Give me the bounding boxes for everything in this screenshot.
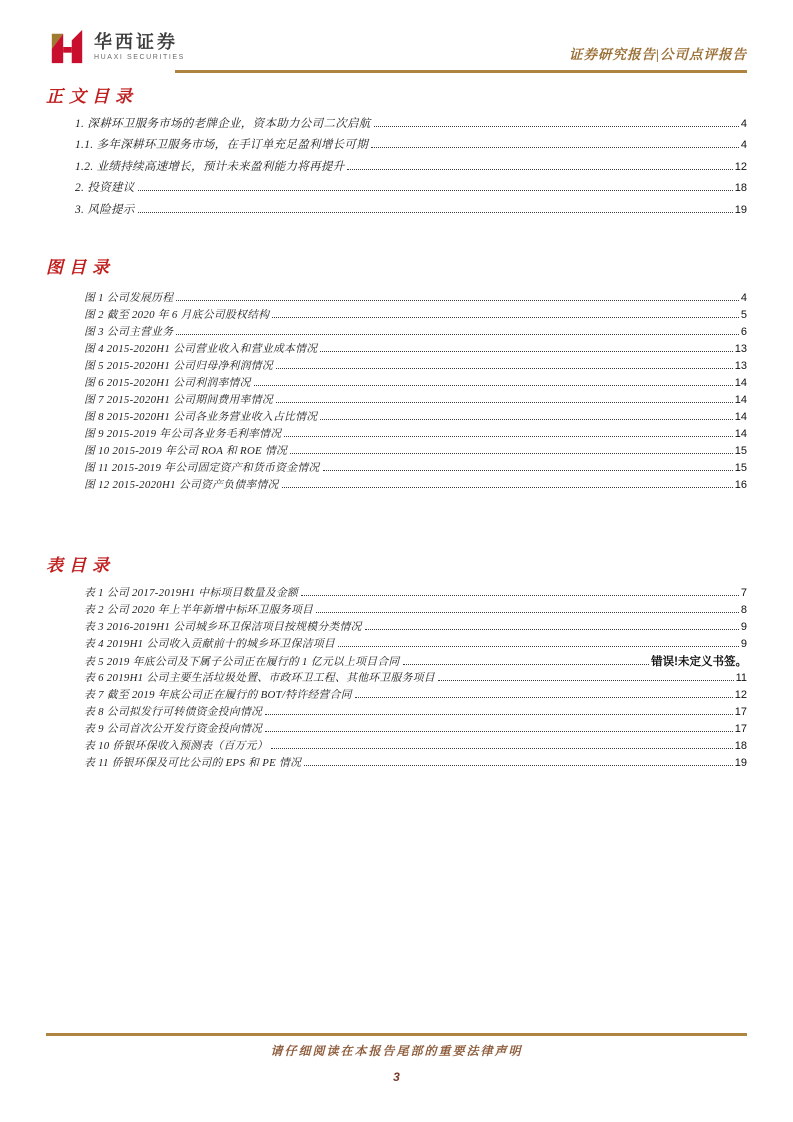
dot-leader xyxy=(176,300,739,301)
toc-entry-label: 表 7 截至 2019 年底公司正在履行的 BOT/特许经营合同 xyxy=(84,689,352,701)
toc-entry[interactable] xyxy=(84,585,747,602)
dot-leader xyxy=(290,453,733,454)
toc-entry-label: 3. 风险提示 xyxy=(75,203,135,216)
toc-entry[interactable] xyxy=(84,602,747,619)
legal-disclaimer: 请仔细阅读在本报告尾部的重要法律声明 xyxy=(270,1043,523,1058)
toc-entry[interactable] xyxy=(84,409,747,426)
toc-entry[interactable] xyxy=(84,670,747,687)
toc-entry-label: 2. 投资建议 xyxy=(75,182,135,194)
dot-leader xyxy=(284,436,732,437)
toc-entry-label: 图 11 2015-2019 年公司固定资产和货币资金情况 xyxy=(84,462,320,474)
brand-name-cn: 华西证券 xyxy=(94,32,178,52)
dot-leader xyxy=(276,368,733,369)
huaxi-logo-icon xyxy=(48,28,86,66)
toc-entry[interactable] xyxy=(75,136,747,158)
page-header xyxy=(46,28,747,70)
page-number: 7 xyxy=(740,587,747,599)
toc-entry-label: 表 8 公司拟发行可转债资金投向情况 xyxy=(84,706,263,718)
toc-entry-label: 图 9 2015-2019 年公司各业务毛利率情况 xyxy=(84,428,282,440)
toc-entry-label: 表 6 2019H1 公司主要生活垃圾处置、市政环卫工程、其他环卫服务项目 xyxy=(84,672,435,684)
page-number: 14 xyxy=(734,411,747,423)
page-number: 错误!未定义书签。 xyxy=(651,656,747,668)
toc-entry-label: 图 8 2015-2020H1 公司各业务营业收入占比情况 xyxy=(84,411,318,423)
toc-entry-label: 图 3 公司主营业务 xyxy=(84,326,174,338)
page-number: 14 xyxy=(734,377,747,389)
header-rule xyxy=(175,70,747,73)
toc-entry[interactable] xyxy=(84,426,747,443)
page-number: 5 xyxy=(740,309,747,321)
page-number: 12 xyxy=(734,689,747,701)
dot-leader xyxy=(304,765,733,766)
page-number: 4 xyxy=(740,292,747,304)
toc-entry-label: 图 10 2015-2019 年公司 ROA 和 ROE 情况 xyxy=(84,445,288,457)
page-number: 9 xyxy=(740,638,747,650)
toc-entry[interactable] xyxy=(75,158,747,180)
dot-leader xyxy=(347,169,732,170)
toc-entry-label: 表 2 公司 2020 年上半年新增中标环卫服务项目 xyxy=(84,604,314,616)
dot-leader xyxy=(282,487,733,488)
dot-leader xyxy=(371,147,739,148)
page-number: 4 xyxy=(740,117,747,130)
toc-entry[interactable] xyxy=(75,115,747,137)
toc-entry[interactable] xyxy=(75,201,747,223)
toc-entry-label: 1.2. 业绩持续高速增长，预计未来盈利能力将再提升 xyxy=(75,160,345,173)
toc-entry[interactable] xyxy=(84,653,747,670)
page-number: 14 xyxy=(734,394,747,406)
page-number: 17 xyxy=(734,723,747,735)
toc-entry-label: 表 3 2016-2019H1 公司城乡环卫保洁项目按规模分类情况 xyxy=(84,621,362,633)
dot-leader xyxy=(365,629,739,630)
brand-block xyxy=(48,28,185,66)
toc-entry-label: 表 1 公司 2017-2019H1 中标项目数量及金额 xyxy=(84,587,299,599)
dot-leader xyxy=(272,317,739,318)
dot-leader xyxy=(271,748,733,749)
dot-leader xyxy=(374,126,739,127)
toc-entry[interactable] xyxy=(84,687,747,704)
toc-entry[interactable] xyxy=(84,619,747,636)
dot-leader xyxy=(355,697,733,698)
dot-leader xyxy=(320,351,732,352)
toc-entry-label: 图 6 2015-2020H1 公司利润率情况 xyxy=(84,377,251,389)
dot-leader xyxy=(301,595,739,596)
page-number: 17 xyxy=(734,706,747,718)
page-number: 15 xyxy=(734,445,747,457)
page-number: 11 xyxy=(735,672,747,684)
dot-leader xyxy=(254,385,733,386)
page-number: 4 xyxy=(740,139,747,151)
section-title-figures-toc: 图目录 xyxy=(46,258,115,277)
tables-toc-list xyxy=(46,585,747,772)
page-number: 12 xyxy=(734,160,747,173)
dot-leader xyxy=(265,731,733,732)
section-title-main-toc: 正文目录 xyxy=(46,86,138,106)
toc-entry-label: 表 4 2019H1 公司收入贡献前十的城乡环卫保洁项目 xyxy=(84,638,336,650)
report-type-label: 证券研究报告|公司点评报告 xyxy=(569,47,747,62)
figures-toc-list xyxy=(46,290,747,494)
toc-entry-label: 1.1. 多年深耕环卫服务市场，在手订单充足盈利增长可期 xyxy=(75,139,369,151)
section-title-tables-toc: 表目录 xyxy=(46,556,115,575)
toc-entry-label: 图 5 2015-2020H1 公司归母净利润情况 xyxy=(84,360,273,372)
page-footer xyxy=(46,1033,747,1084)
dot-leader xyxy=(138,212,733,213)
toc-entry[interactable] xyxy=(84,358,747,375)
toc-entry-label: 表 11 侨银环保及可比公司的 EPS 和 PE 情况 xyxy=(84,757,302,769)
page-number: 8 xyxy=(740,604,747,616)
toc-entry[interactable] xyxy=(84,341,747,358)
page-number: 13 xyxy=(734,360,747,372)
page-number: 18 xyxy=(734,182,747,194)
dot-leader xyxy=(265,714,733,715)
toc-entry-label: 表 10 侨银环保收入预测表（百万元） xyxy=(84,740,268,752)
toc-entry[interactable] xyxy=(84,477,747,494)
dot-leader xyxy=(403,664,650,665)
toc-entry-label: 图 7 2015-2020H1 公司期间费用率情况 xyxy=(84,394,273,406)
page-number: 19 xyxy=(734,757,747,769)
page-number: 14 xyxy=(734,428,747,440)
dot-leader xyxy=(438,680,734,681)
dot-leader xyxy=(316,612,739,613)
toc-entry[interactable] xyxy=(84,636,747,653)
footer-rule xyxy=(46,1033,747,1036)
toc-entry-label: 表 9 公司首次公开发行资金投向情况 xyxy=(84,723,263,735)
page-number: 16 xyxy=(734,479,747,491)
toc-entry[interactable] xyxy=(75,179,747,201)
toc-entry[interactable] xyxy=(84,738,747,755)
page-number: 15 xyxy=(734,462,747,474)
dot-leader xyxy=(176,334,739,335)
page-number: 18 xyxy=(734,740,747,752)
toc-entry[interactable] xyxy=(84,324,747,341)
dot-leader xyxy=(138,190,733,191)
dot-leader xyxy=(276,402,733,403)
toc-entry[interactable] xyxy=(84,721,747,738)
toc-entry[interactable] xyxy=(84,375,747,392)
dot-leader xyxy=(338,646,739,647)
toc-entry-label: 1. 深耕环卫服务市场的老牌企业，资本助力公司二次启航 xyxy=(75,117,371,130)
toc-entry[interactable] xyxy=(84,460,747,477)
toc-entry[interactable] xyxy=(84,290,747,307)
toc-entry-label: 表 5 2019 年底公司及下属子公司正在履行的 1 亿元以上项目合同 xyxy=(84,656,400,668)
toc-entry[interactable] xyxy=(84,755,747,772)
footer-page-number: 3 xyxy=(393,1069,400,1084)
toc-entry-label: 图 2 截至 2020 年 6 月底公司股权结构 xyxy=(84,309,270,321)
brand-text xyxy=(94,33,185,61)
page-number: 13 xyxy=(734,343,747,355)
toc-entry[interactable] xyxy=(84,443,747,460)
toc-entry[interactable] xyxy=(84,392,747,409)
main-toc-list xyxy=(46,115,747,223)
toc-entry[interactable] xyxy=(84,307,747,324)
page-number: 19 xyxy=(734,203,747,216)
dot-leader xyxy=(320,419,732,420)
toc-entry-label: 图 12 2015-2020H1 公司资产负债率情况 xyxy=(84,479,279,491)
toc-entry-label: 图 1 公司发展历程 xyxy=(84,292,174,304)
toc-entry[interactable] xyxy=(84,704,747,721)
page-number: 9 xyxy=(740,621,747,633)
brand-name-en: HUAXI SECURITIES xyxy=(94,54,185,61)
dot-leader xyxy=(323,470,733,471)
toc-entry-label: 图 4 2015-2020H1 公司营业收入和营业成本情况 xyxy=(84,343,318,355)
page-number: 6 xyxy=(740,326,747,338)
